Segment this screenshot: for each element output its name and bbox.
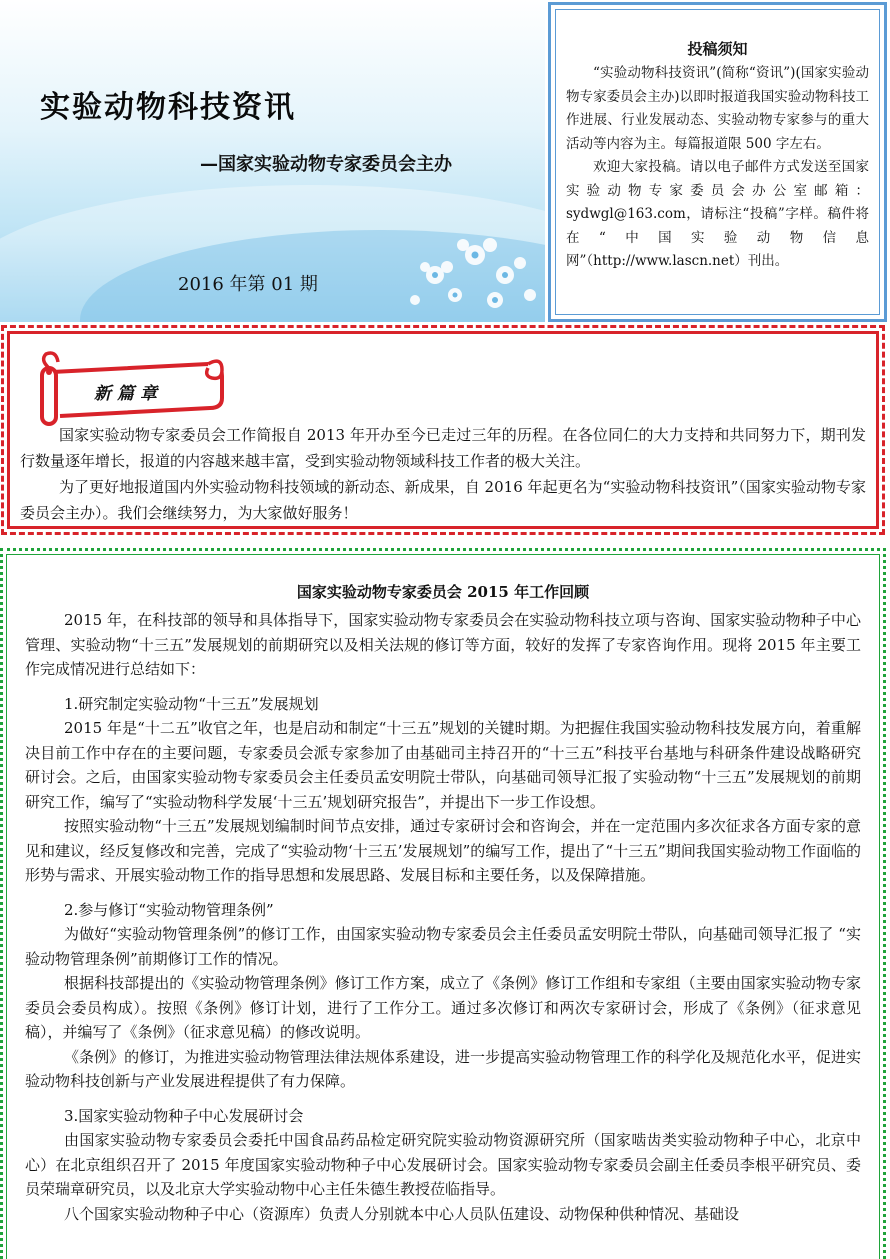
section-paragraph: 根据科技部提出的《实验动物管理条例》修订工作方案，成立了《条例》修订工作组和专家组（主要由国家实验动物专家委员会委员构成）。按照《条例》修订计划，进行了工作分工。通过多次修订和两次专家研讨会，形成了《条例》（征求意见稿），并编写了《条例》（征求意见稿）的修改说明。 [25,974,861,1041]
review-title: 国家实验动物专家委员会 2015 年工作回顾 [296,583,590,601]
section-paragraph: 2015 年是“十二五”收官之年，也是启动和制定“十三五”规划的关键时期。为把握住我国实验动物科技发展方向，着重解决目前工作中存在的主要问题，专家委员会派专家参加了由基础司主持召开的“十三五”科技平台基地与科研条件建设战略研究研讨会。之后，由国家实验动物专家委员会主任委员孟安明院士带队，向基础司领导汇报了实验动物“十三五”发展规划的前期研究工作，编写了“实验动物科学发展‘十三五’规划研究报告”，并提出下一步工作设想。 [25,719,861,811]
submission-notice-box [548,2,887,322]
new-chapter-paragraph: 国家实验动物专家委员会工作简报自 2013 年开办至今已走过三年的历程。在各位同仁的大力支持和共同努力下，期刊发行数量逐年增长，报道的内容越来越丰富，受到实验动物领域科技工作者的极大关注。 [20,426,866,470]
section-heading: 3.国家实验动物种子中心发展研讨会 [64,1106,304,1125]
notice-paragraph: “实验动物科技资讯”(简称“资讯”)(国家实验动物专家委员会主办)以即时报道我国实验动物科技工作进展、行业发展动态、实验动物专家参与的重大活动等内容为主。每篇报道限 500 字左右。 [566,65,869,152]
journal-sponsor: —国家实验动物专家委员会主办 [200,154,452,175]
new-chapter-badge: 新篇章 [94,384,163,404]
issue-number: 2016 年第 01 期 [178,274,318,295]
section-paragraph: 为做好“实验动物管理条例”的修订工作，由国家实验动物专家委员会主任委员孟安明院士带队，向基础司领导汇报了 “实验动物管理条例”前期修订工作的情况。 [25,925,861,968]
journal-title: 实验动物科技资讯 [40,90,296,125]
section-heading: 2.参与修订“实验动物管理条例” [64,900,274,919]
section-paragraph: 按照实验动物“十三五”发展规划编制时间节点安排，通过专家研讨会和咨询会，并在一定范围内多次征求各方面专家的意见和建议，经反复修改和完善，完成了“实验动物‘十三五’发展规划”的编写工作，提出了“十三五”期间我国实验动物工作面临的形势与需求、开展实验动物工作的指导思想和发展思路、发展目标和主要任务，以及保障措施。 [25,817,861,884]
review-intro: 2015 年，在科技部的领导和具体指导下，国家实验动物专家委员会在实验动物科技立项与咨询、国家实验动物种子中心管理、实验动物“十三五”发展规划的前期研究以及相关法规的修订等方面，较好的发挥了专家咨询作用。现将 2015 年主要工作完成情况进行总结如下： [25,611,861,678]
section-paragraph: 由国家实验动物专家委员会委托中国食品药品检定研究院实验动物资源研究所（国家啮齿类实验动物种子中心，北京中心）在北京组织召开了 2015 年度国家实验动物种子中心发展研讨会。国家实验动物专家委员会副主任委员李根平研究员、委员荣瑞章研究员，以及北京大学实验动物中心主任朱德生教授莅临指导。 [25,1131,861,1198]
section-paragraph: 八个国家实验动物种子中心（资源库）负责人分别就本中心人员队伍建设、动物保种供种情况、基础设 [64,1204,740,1223]
new-chapter-box [1,325,885,535]
section-paragraph: 《条例》的修订，为推进实验动物管理法律法规体系建设，进一步提高实验动物管理工作的科学化及规范化水平，促进实验动物科技创新与产业发展进程提供了有力保障。 [25,1047,861,1090]
notice-title: 投稿须知 [687,40,748,58]
header-banner [0,0,545,322]
new-chapter-paragraph: 为了更好地报道国内外实验动物科技领域的新动态、新成果，自 2016 年起更名为“实验动物科技资讯”（国家实验动物专家委员会主办）。我们会继续努力，为大家做好服务！ [20,478,866,522]
section-heading: 1.研究制定实验动物“十三五”发展规划 [64,694,319,713]
work-review-section [0,548,886,1259]
notice-paragraph: 欢迎大家投稿。请以电子邮件方式发送至国家实验动物专家委员会办公室邮箱：sydwgl@163.com，请标注“投稿”字样。稿件将在“中国实验动物信息网”（http://www.lascn.net）刊出。 [566,159,869,269]
flower-decoration-icon [395,215,545,322]
